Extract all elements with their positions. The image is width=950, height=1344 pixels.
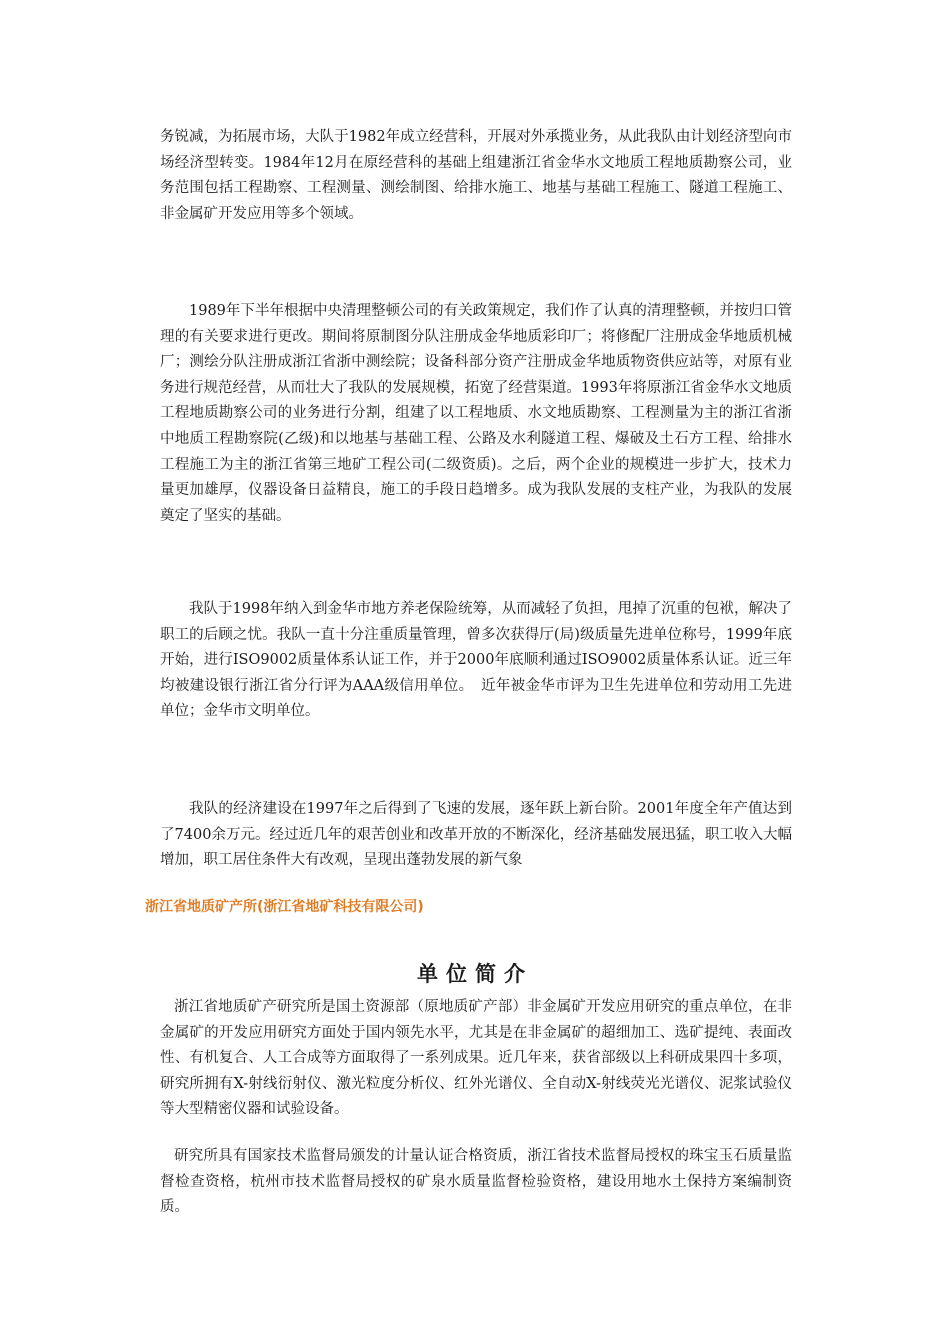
institute-title-link[interactable]: 浙江省地质矿产所(浙江省地矿科技有限公司) (145, 899, 424, 915)
section-title: 单位简介 (417, 961, 533, 986)
history-paragraph-4: 我队的经济建设在1997年之后得到了飞速的发展，逐年跃上新台阶。2001年度全年产值达到了7400余万元。经过近几年的艰苦创业和改革开放的不断深化，经济基础发展迅猛，职工收入大幅增加，职工居住条件大有改观，呈现出蓬勃发展的新气象 (160, 801, 792, 869)
institute-intro-paragraph-1: 浙江省地质矿产研究所是国土资源部（原地质矿产部）非金属矿开发应用研究的重点单位，在非金属矿的开发应用研究方面处于国内领先水平，尤其是在非金属矿的超细加工、选矿提纯、表面改性、有机复合、人工合成等方面取得了一系列成果。近几年来，获省部级以上科研成果四十多项，研究所拥有X-射线衍射仪、激光粒度分析仪、红外光谱仪、全自动X-射线荧光光谱仪、泥浆试验仪等大型精密仪器和试验设备。 (160, 999, 792, 1118)
history-paragraph-2: 1989年下半年根据中央清理整顿公司的有关政策规定，我们作了认真的清理整顿，并按归口管理的有关要求进行更改。期间将原制图分队注册成金华地质彩印厂；将修配厂注册成金华地质机械厂；测绘分队注册成浙江省浙中测绘院；设备科部分资产注册成金华地质物资供应站等，对原有业务进行规范经营，从而壮大了我队的发展规模，拓宽了经营渠道。1993年将原浙江省金华水文地质工程地质勘察公司的业务进行分割，组建了以工程地质、水文地质勘察、工程测量为主的浙江省浙中地质工程勘察院(乙级)和以地基与基础工程、公路及水利隧道工程、爆破及土石方工程、给排水工程施工为主的浙江省第三地矿工程公司(二级资质)。之后，两个企业的规模进一步扩大，技术力量更加雄厚，仪器设备日益精良，施工的手段日趋增多。成为我队发展的支柱产业，为我队的发展奠定了坚实的基础。 (160, 303, 792, 524)
history-paragraph-1: 务锐减，为拓展市场，大队于1982年成立经营科，开展对外承揽业务，从此我队由计划经济型向市场经济型转变。1984年12月在原经营科的基础上组建浙江省金华水文地质工程地质勘察公司，业务范围包括工程勘察、工程测量、测绘制图、给排水施工、地基与基础工程施工、隧道工程施工、非金属矿开发应用等多个领域。 (160, 129, 792, 222)
institute-intro-paragraph-2: 研究所具有国家技术监督局颁发的计量认证合格资质，浙江省技术监督局授权的珠宝玉石质量监督检查资格，杭州市技术监督局授权的矿泉水质量监督检验资格，建设用地水土保持方案编制资质。 (160, 1148, 792, 1216)
history-paragraph-3: 我队于1998年纳入到金华市地方养老保险统筹，从而减轻了负担，甩掉了沉重的包袱，解决了职工的后顾之忧。我队一直十分注重质量管理，曾多次获得厅(局)级质量先进单位称号，1999年底开始，进行ISO9002质量体系认证工作，并于2000年底顺利通过ISO9002质量体系认证。近三年均被建设银行浙江省分行评为AAA级信用单位。 近年被金华市评为卫生先进单位和劳动用工先进单位；金华市文明单位。 (160, 601, 792, 720)
